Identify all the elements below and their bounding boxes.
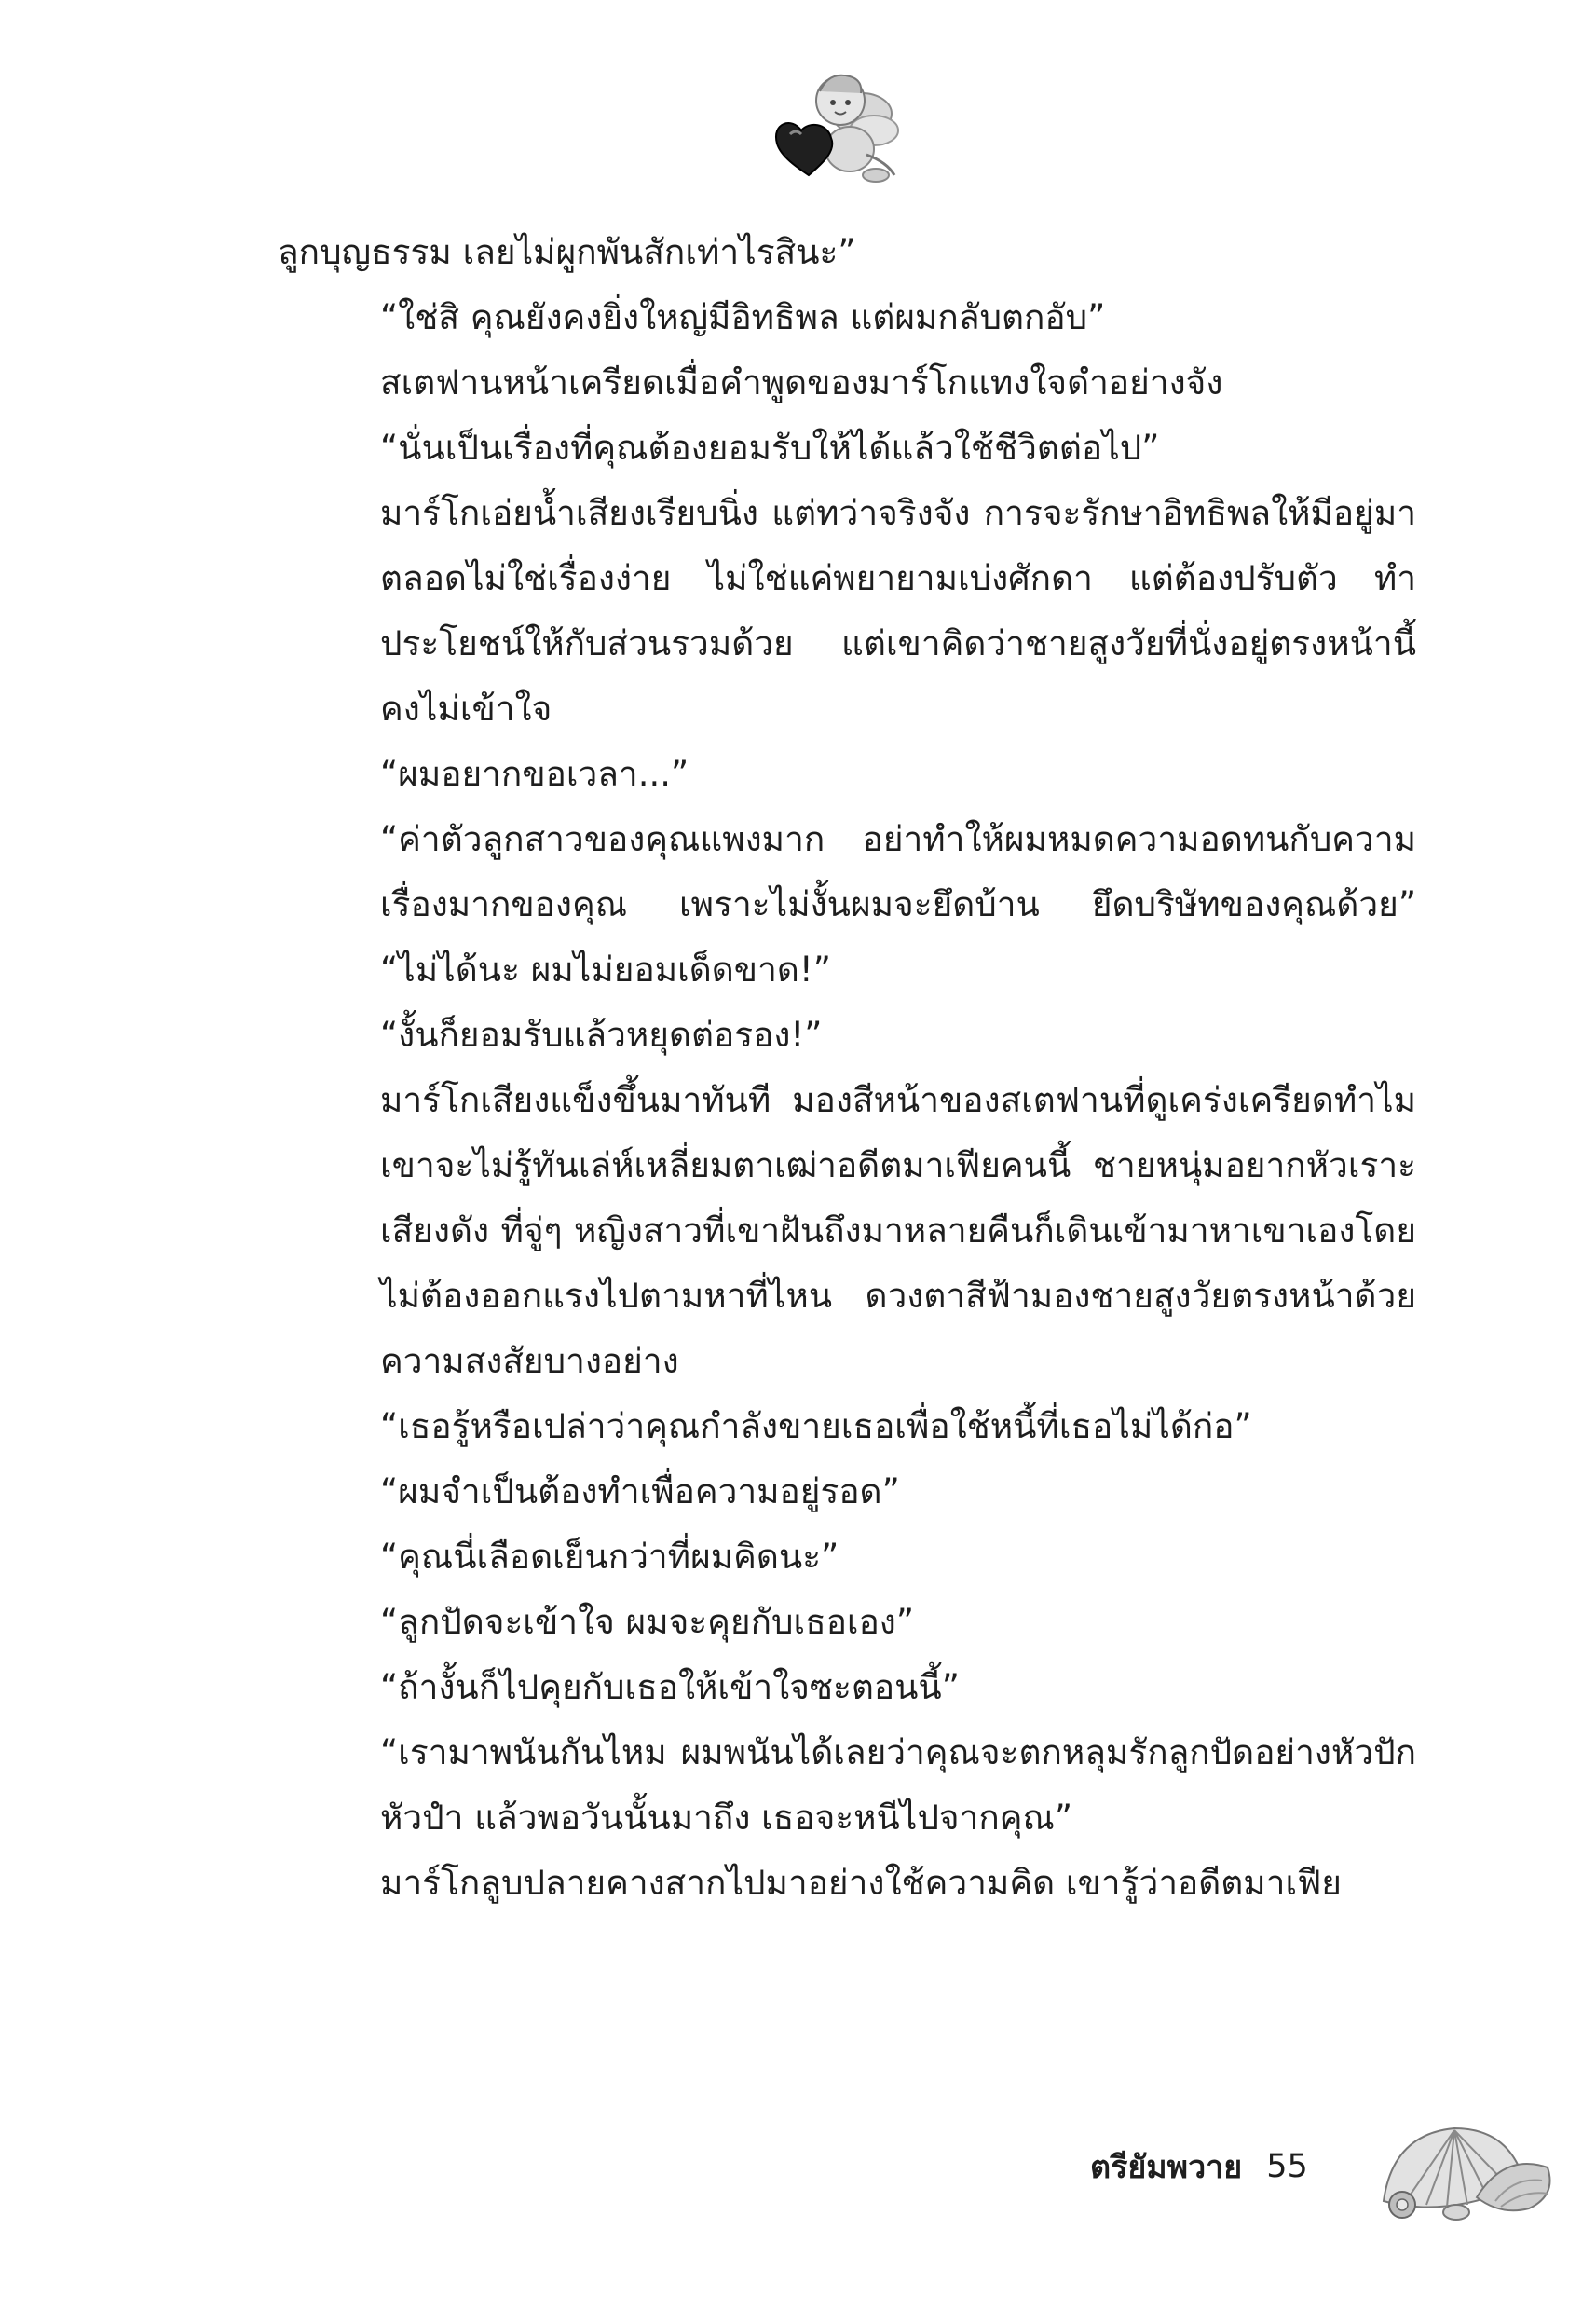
paragraph-6: “ผมอยากขอเวลา...” <box>380 754 689 794</box>
paragraph-16: “เรามาพนันกันไหม ผมพนันได้เลยว่าคุณจะตกหลุมรักลูกปัดอย่างหัวปักหัวปำ แล้วพอวันนั้นมาถึง เธอจะหนีไปจากคุณ” <box>380 1732 1416 1838</box>
page-footer <box>1090 2139 1308 2195</box>
paragraph-10: มาร์โกเสียงแข็งขึ้นมาทันที มองสีหน้าของสเตฟานที่ดูเคร่งเครียดทำไมเขาจะไม่รู้ทันเล่ห์เหลี่ยมตาเฒ่าอดีตมาเฟียคนนี้ ชายหนุ่มอยากหัวเราะเสียงดัง ที่จู่ๆ หญิงสาวที่เขาฝันถึงมาหลายคืนก็เดินเข้ามาหาเขาเองโดยไม่ต้องออกแรงไปตามหาที่ไหน ดวงตาสีฟ้ามองชายสูงวัยตรงหน้าด้วยความสงสัยบางอย่าง <box>380 1080 1416 1381</box>
paragraph-8: “ไม่ได้นะ ผมไม่ยอมเด็ดขาด!” <box>380 950 831 990</box>
page-number: 55 <box>1266 2148 1308 2185</box>
running-title: ตรียัมพวาย <box>1090 2149 1243 2186</box>
paragraph-5: มาร์โกเอ่ยน้ำเสียงเรียบนิ่ง แต่ทว่าจริงจัง การจะรักษาอิทธิพลให้มีอยู่มาตลอดไม่ใช่เรื่องง่าย ไม่ใช่แค่พยายามเบ่งศักดา แต่ต้องปรับตัว ทำประโยชน์ให้กับส่วนรวมด้วย แต่เขาคิดว่าชายสูงวัยที่นั่งอยู่ตรงหน้านี้คงไม่เข้าใจ <box>380 493 1416 729</box>
paragraph-2: “ใช่สิ คุณยังคงยิ่งใหญ่มีอิทธิพล แต่ผมกลับตกอับ” <box>380 297 1106 337</box>
paragraph-7: “ค่าตัวลูกสาวของคุณแพงมาก อย่าทำให้ผมหมดความอดทนกับความเรื่องมากของคุณ เพราะไม่งั้นผมจะยึดบ้าน ยึดบริษัทของคุณด้วย” <box>380 819 1416 924</box>
paragraph-4: “นั่นเป็นเรื่องที่คุณต้องยอมรับให้ได้แล้วใช้ชีวิตต่อไป” <box>380 428 1160 468</box>
paragraph-9: “งั้นก็ยอมรับแล้วหยุดต่อรอง!” <box>380 1015 823 1055</box>
paragraph-3: สเตฟานหน้าเครียดเมื่อคำพูดของมาร์โกแทงใจดำอย่างจัง <box>380 362 1223 403</box>
paragraph-1: ลูกบุญธรรม เลยไม่ผูกพันสักเท่าไรสินะ” <box>278 232 856 272</box>
seashells-icon <box>1365 2115 1565 2222</box>
paragraph-15: “ถ้างั้นก็ไปคุยกับเธอให้เข้าใจซะตอนนี้” <box>380 1667 960 1707</box>
cupid-with-heart-icon <box>764 65 904 186</box>
paragraph-12: “ผมจำเป็นต้องทำเพื่อความอยู่รอด” <box>380 1471 900 1511</box>
paragraph-11: “เธอรู้หรือเปล่าว่าคุณกำลังขายเธอเพื่อใช้หนี้ที่เธอไม่ได้ก่อ” <box>380 1406 1252 1446</box>
paragraph-17: มาร์โกลูบปลายคางสากไปมาอย่างใช้ความคิด เขารู้ว่าอดีตมาเฟีย <box>380 1863 1342 1903</box>
paragraph-13: “คุณนี่เลือดเย็นกว่าที่ผมคิดนะ” <box>380 1537 839 1577</box>
story-text <box>278 220 1416 1916</box>
paragraph-14: “ลูกปัดจะเข้าใจ ผมจะคุยกับเธอเอง” <box>380 1602 915 1642</box>
